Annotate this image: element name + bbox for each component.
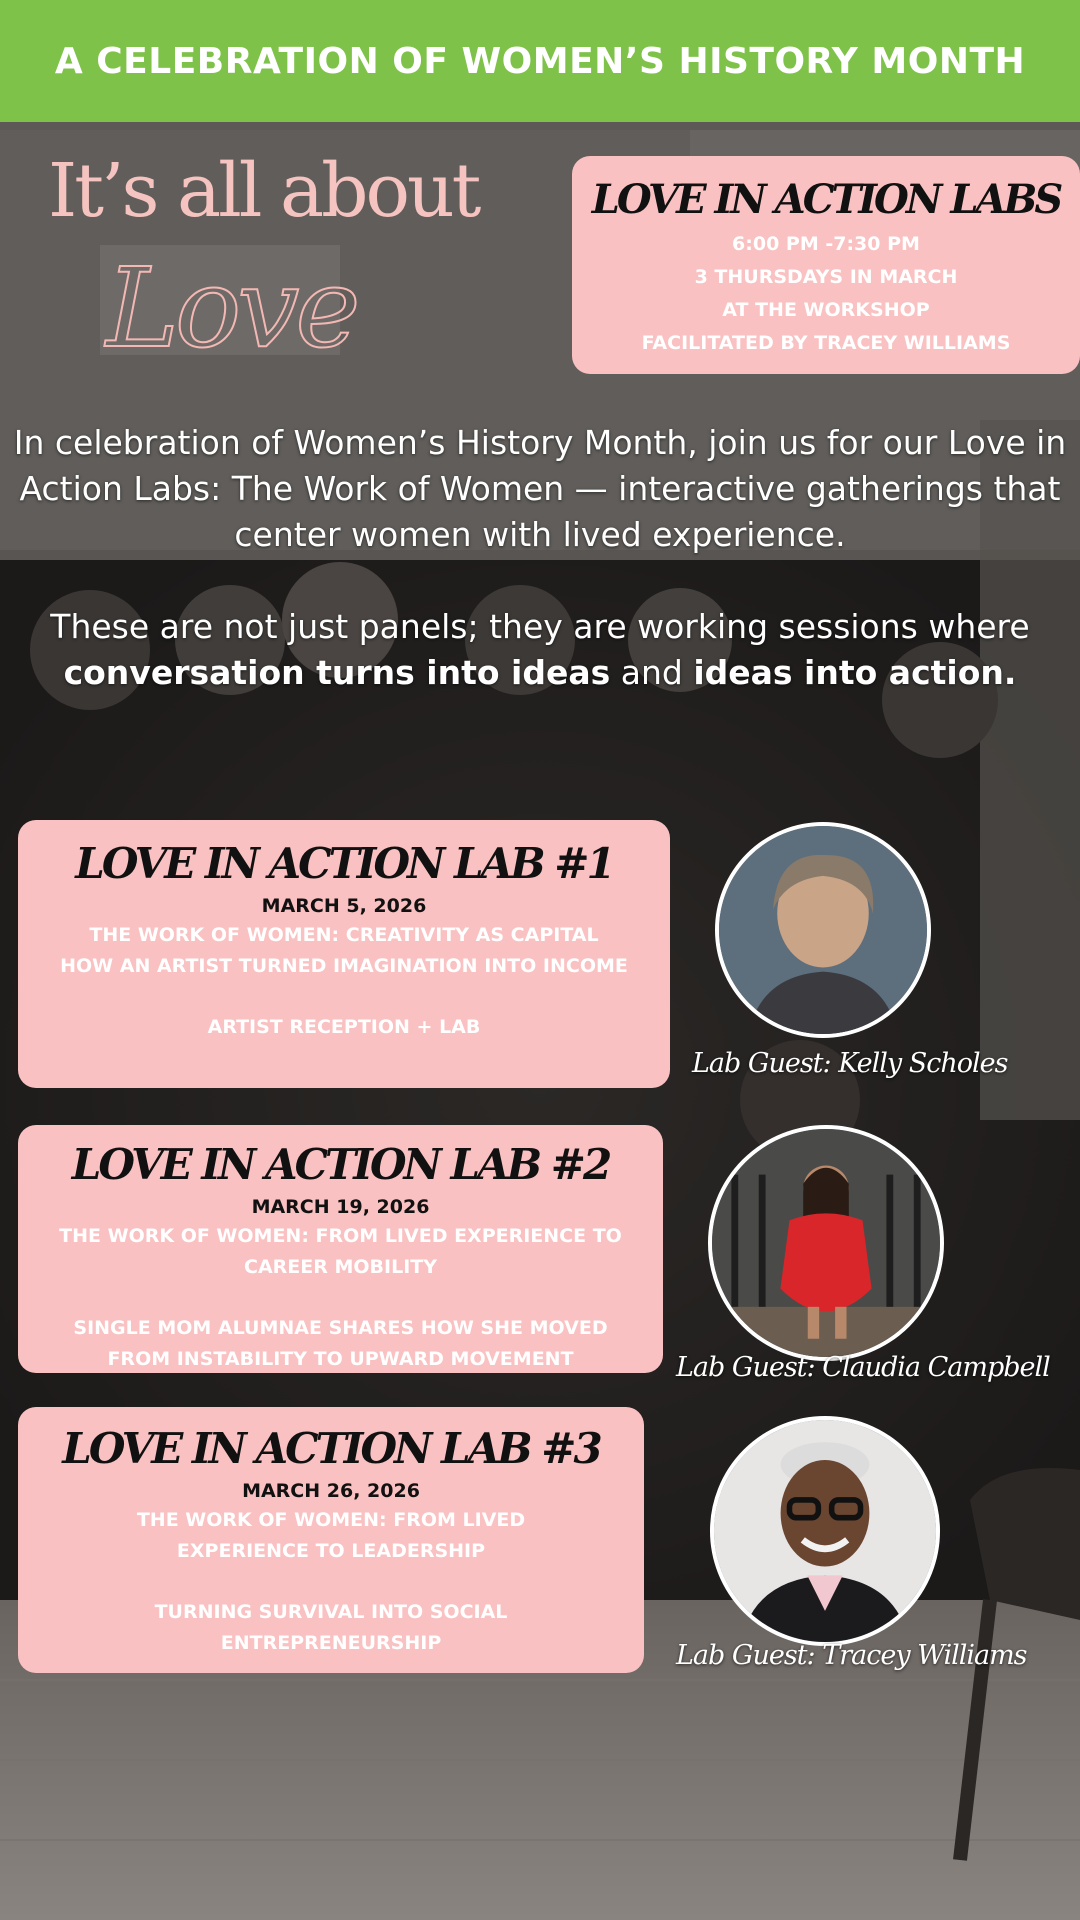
guest-3-portrait-image <box>714 1420 936 1642</box>
intro-p2-part-c: and <box>610 653 694 692</box>
intro-p2-highlight-1: conversation turns into ideas <box>63 653 611 692</box>
lab-3-date: MARCH 26, 2026 <box>242 1480 420 1502</box>
banner-title: A CELEBRATION OF WOMEN’S HISTORY MONTH <box>54 40 1026 82</box>
lab-2-title: LOVE IN ACTION LAB #2 <box>71 1140 610 1189</box>
labs-info-time: 6:00 PM -7:30 PM <box>732 233 920 255</box>
guest-1-portrait-image <box>719 826 927 1034</box>
guest-3-photo <box>710 1416 940 1646</box>
lab-3-detail-line-2: ENTREPRENEURSHIP <box>220 1632 442 1654</box>
hero-title-line1: It’s all about <box>48 148 479 234</box>
guest-2-photo <box>708 1125 944 1361</box>
lab-1-topic-line-1: THE WORK OF WOMEN: CREATIVITY AS CAPITAL <box>89 924 599 946</box>
intro-paragraph-1: In celebration of Women’s History Month, join us for our Love in Action Labs: The Work of Women — interactive gatherings that center women with lived experience. <box>13 423 1067 554</box>
lab-1-date: MARCH 5, 2026 <box>261 895 427 917</box>
intro-text <box>0 420 1080 696</box>
labs-info-card <box>572 156 1080 374</box>
lab-1-topic-line-2: HOW AN ARTIST TURNED IMAGINATION INTO INCOME <box>60 955 628 977</box>
lab-3-title: LOVE IN ACTION LAB #3 <box>62 1424 600 1473</box>
intro-p2-part-a: These are not just panels; they are working sessions where <box>50 607 1030 646</box>
hero-title-script: Love <box>106 244 357 372</box>
intro-p2-highlight-2: ideas into action. <box>693 653 1017 692</box>
guest-3-caption: Lab Guest: Tracey Williams <box>676 1640 1027 1671</box>
guest-1-caption: Lab Guest: Kelly Scholes <box>692 1048 1008 1079</box>
labs-info-title: LOVE IN ACTION LABS <box>591 176 1061 223</box>
labs-info-schedule: 3 THURSDAYS IN MARCH <box>694 266 958 288</box>
lab-3-topic-line-2: EXPERIENCE TO LEADERSHIP <box>176 1540 486 1562</box>
lab-1-title: LOVE IN ACTION LAB #1 <box>75 839 613 888</box>
lab-2-topic-line-1: THE WORK OF WOMEN: FROM LIVED EXPERIENCE TO <box>59 1225 622 1247</box>
guest-2-portrait-image <box>712 1129 940 1357</box>
lab-card-2 <box>18 1125 663 1373</box>
lab-2-detail-line-2: FROM INSTABILITY TO UPWARD MOVEMENT <box>107 1348 574 1370</box>
intro-paragraph-2 <box>0 604 1080 696</box>
lab-2-detail-line-1: SINGLE MOM ALUMNAE SHARES HOW SHE MOVED <box>73 1317 608 1339</box>
labs-info-facilitator: FACILITATED BY TRACEY WILLIAMS <box>641 332 1011 354</box>
guest-1-photo <box>715 822 931 1038</box>
lab-2-topic-line-2: CAREER MOBILITY <box>244 1256 437 1278</box>
lab-3-detail-line-1: TURNING SURVIVAL INTO SOCIAL <box>154 1601 508 1623</box>
hero-title <box>48 148 528 388</box>
lab-1-detail-line-1: ARTIST RECEPTION + LAB <box>207 1016 481 1038</box>
lab-card-1 <box>18 820 670 1088</box>
lab-3-topic-line-1: THE WORK OF WOMEN: FROM LIVED <box>136 1509 526 1531</box>
guest-2-caption: Lab Guest: Claudia Campbell <box>676 1352 1050 1383</box>
lab-2-date: MARCH 19, 2026 <box>251 1196 430 1218</box>
header-banner <box>0 0 1080 122</box>
labs-info-location: AT THE WORKSHOP <box>722 299 930 321</box>
lab-card-3 <box>18 1407 644 1673</box>
